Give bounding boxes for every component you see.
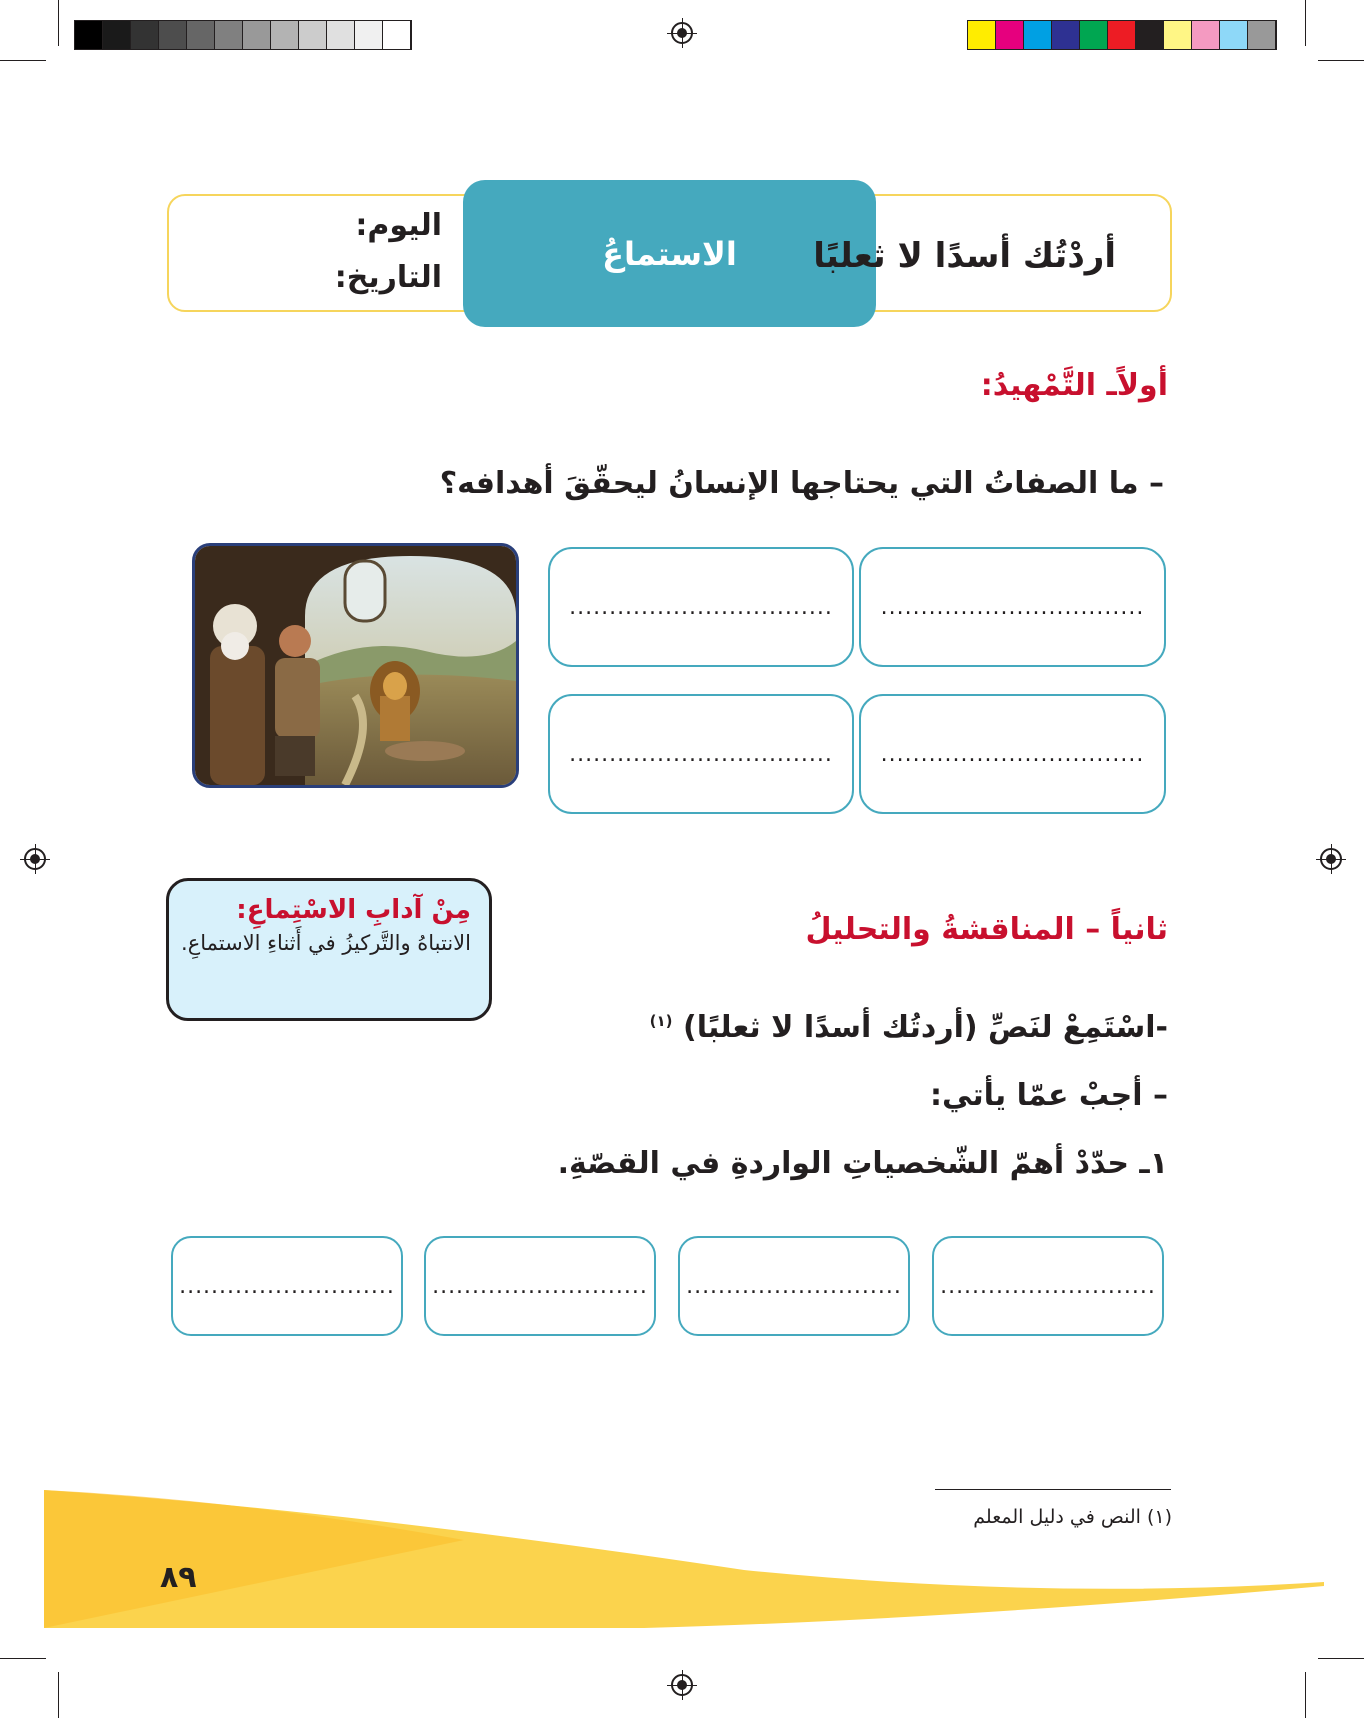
registration-target-icon xyxy=(24,848,46,870)
character-answer-box[interactable]: ........................... xyxy=(424,1236,656,1336)
footnote-marker: (١) xyxy=(649,1012,673,1030)
part-two-heading: ثانياً – المناقشةُ والتحليلُ xyxy=(805,912,1168,947)
story-illustration xyxy=(192,543,519,788)
crop-mark xyxy=(1318,60,1364,61)
listening-etiquette-box xyxy=(166,878,492,1021)
answer-box[interactable]: ................................. xyxy=(548,547,854,667)
crop-mark xyxy=(1305,1672,1306,1718)
color-registration-strip xyxy=(967,20,1277,50)
tip-title: مِنْ آدابِ الاسْتِماعِ: xyxy=(236,895,471,925)
listen-instruction xyxy=(650,1010,1168,1045)
crop-mark xyxy=(1305,0,1306,46)
part-one-question: – ما الصفاتُ التي يحتاجها الإنسانُ ليحقّقَ أهدافه؟ xyxy=(439,466,1164,501)
question-1: ١ـ حدّدْ أهمّ الشّخصياتِ الواردةِ في القصّةِ. xyxy=(557,1146,1168,1181)
answer-instruction: – أجبْ عمّا يأتي: xyxy=(929,1078,1168,1113)
part-one-heading: أولاًـ التَّمْهيدُ: xyxy=(980,368,1168,403)
registration-target-icon xyxy=(671,22,693,44)
section-tab-label: الاستماعُ xyxy=(602,234,737,273)
day-label: اليوم: xyxy=(355,208,442,243)
character-answer-box[interactable]: ........................... xyxy=(932,1236,1164,1336)
story-illustration-art xyxy=(195,546,516,785)
crop-mark xyxy=(1318,1658,1364,1659)
crop-mark xyxy=(58,1672,59,1718)
character-answer-box[interactable]: ........................... xyxy=(171,1236,403,1336)
grayscale-registration-strip xyxy=(74,20,412,50)
page-number: ٨٩ xyxy=(160,1560,197,1595)
footnote: (١) النص في دليل المعلم xyxy=(973,1506,1172,1528)
character-answer-box[interactable]: ........................... xyxy=(678,1236,910,1336)
registration-target-icon xyxy=(671,1674,693,1696)
answer-box[interactable]: ................................. xyxy=(548,694,854,814)
tip-text: الانتباهُ والتَّركيزُ في أَثناءِ الاستماعِ. xyxy=(181,931,471,955)
lesson-title: أردْتُك أسدًا لا ثعلبًا xyxy=(813,236,1116,276)
crop-mark xyxy=(0,60,46,61)
answer-box[interactable]: ................................. xyxy=(859,694,1166,814)
crop-mark xyxy=(58,0,59,46)
date-label: التاريخ: xyxy=(334,260,442,295)
answer-box[interactable]: ................................. xyxy=(859,547,1166,667)
listen-instruction-text: -اسْتَمِعْ لنَصِّ (أردتُك أسدًا لا ثعلبًا) xyxy=(682,1010,1168,1045)
crop-mark xyxy=(0,1658,46,1659)
registration-target-icon xyxy=(1320,848,1342,870)
decorative-yellow-wave xyxy=(44,1490,1324,1630)
